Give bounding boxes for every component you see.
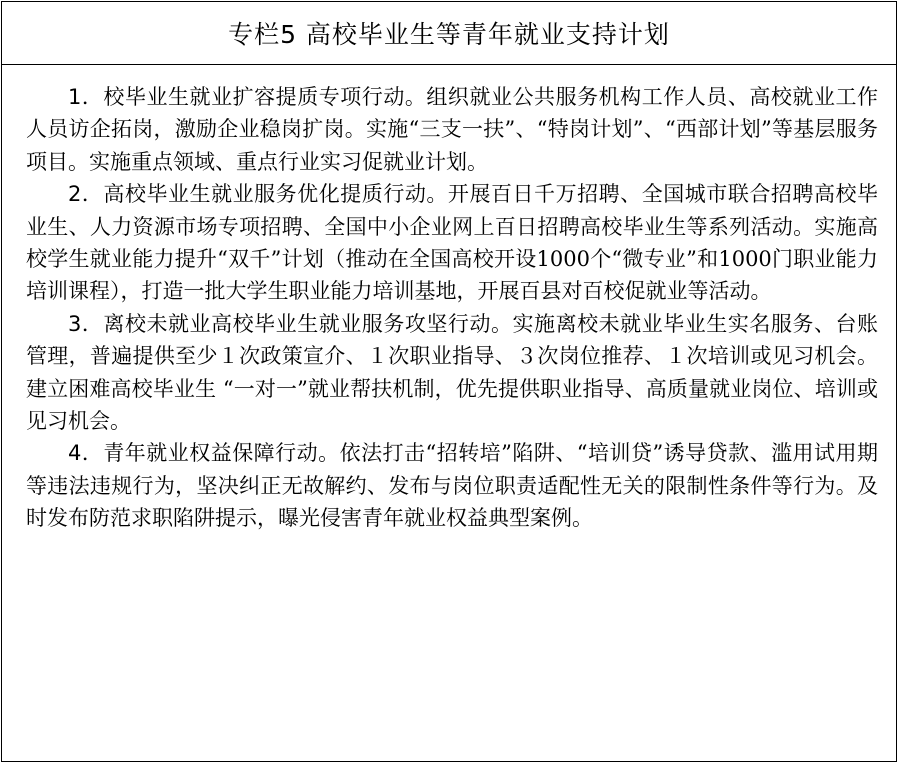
- title-bar: [2, 2, 896, 65]
- column-title: 专栏5 高校毕业生等青年就业支持计划: [228, 20, 670, 49]
- column-content: [26, 81, 878, 535]
- item-3-text: 实施离校未就业毕业生实名服务、台账管理，普遍提供至少１次政策宣介、１次职业指导、３次岗位推荐、１次培训或见习机会。建立困难高校毕业生 “一对一”就业帮扶机制，优先提供职业指导、高质量就业岗位、培训或见习机会。: [26, 311, 879, 434]
- column-box: [1, 1, 897, 762]
- item-2: [26, 178, 878, 308]
- item-1-heading: 1．校毕业生就业扩容提质专项行动。: [68, 85, 427, 109]
- item-2-text: 开展百日千万招聘、全国城市联合招聘高校毕业生、人力资源市场专项招聘、全国中小企业网上百日招聘高校毕业生等系列活动。实施高校学生就业能力提升“双千”计划（推动在全国高校开设1000个“微专业”和1000门职业能力培训课程），打造一批大学生职业能力培训基地，开展百县对百校促就业等活动。: [26, 182, 879, 304]
- item-3: [26, 308, 878, 438]
- item-4-text: 依法打击“招转培”陷阱、“培训贷”诱导贷款、滥用试用期等违法违规行为，坚决纠正无故解约、发布与岗位职责适配性无关的限制性条件等行为。及时发布防范求职陷阱提示，曝光侵害青年就业权益典型案例。: [26, 441, 878, 531]
- item-1: [26, 81, 878, 178]
- item-2-heading: 2．高校毕业生就业服务优化提质行动。: [68, 182, 448, 207]
- item-1-text: 组织就业公共服务机构工作人员、高校就业工作人员访企拓岗，激励企业稳岗扩岗。实施“三支一扶”、“特岗计划”、“西部计划”等基层服务项目。实施重点领域、重点行业实习促就业计划。: [26, 85, 879, 174]
- item-4-heading: 4．青年就业权益保障行动。: [68, 441, 340, 466]
- item-3-heading: 3．离校未就业高校毕业生就业服务攻坚行动。: [68, 311, 513, 336]
- item-4: [26, 437, 878, 534]
